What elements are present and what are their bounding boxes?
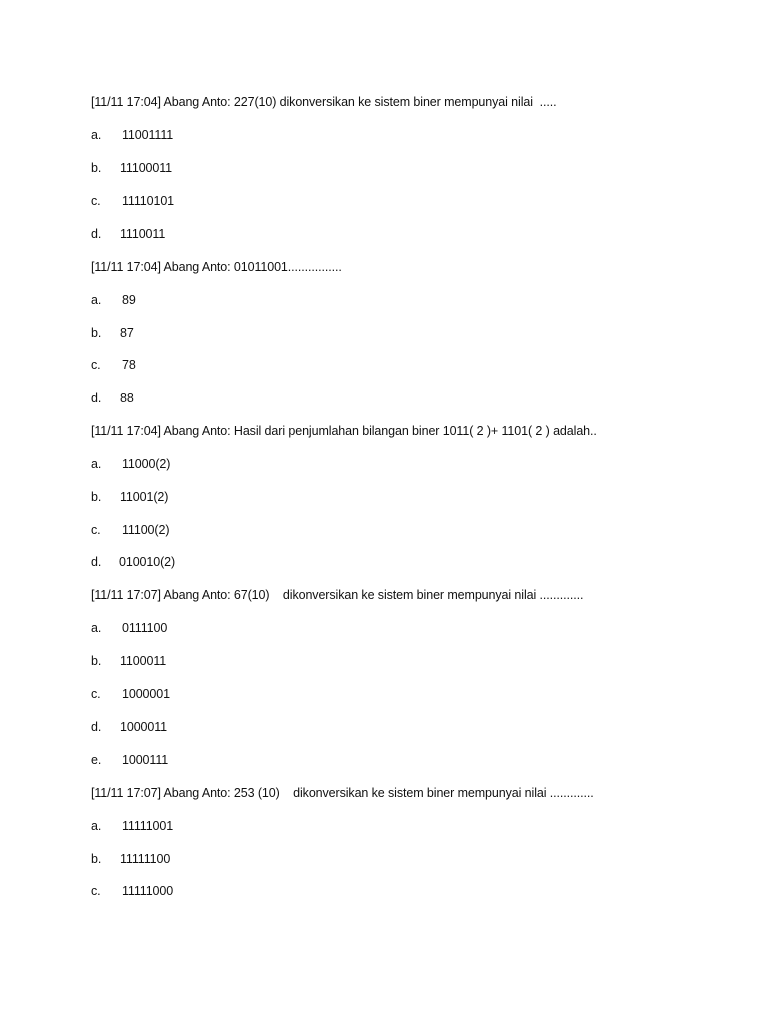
question-5-option-c: [91, 883, 174, 947]
option-value: 11000(2): [122, 457, 171, 471]
option-value: 11111000: [122, 884, 174, 898]
question-4-option-e: [91, 752, 169, 816]
option-value: 11111001: [122, 819, 174, 833]
option-value: 11100011: [120, 161, 173, 175]
option-value: 1000001: [122, 687, 170, 701]
option-value: 1000011: [120, 720, 168, 734]
option-letter: a.: [91, 293, 102, 307]
option-letter: b.: [91, 654, 102, 668]
option-value: 78: [122, 358, 136, 372]
option-value: 1000111: [122, 753, 169, 767]
option-value: 87: [120, 326, 134, 340]
option-value: 11111100: [120, 852, 171, 866]
option-value: 89: [122, 293, 136, 307]
option-letter: d.: [91, 555, 102, 569]
option-letter: c.: [91, 358, 101, 372]
option-letter: b.: [91, 326, 102, 340]
option-value: 11100(2): [122, 523, 170, 537]
question-2-text: [11/11 17:04] Abang Anto: 01011001................: [91, 260, 342, 274]
option-value: 11001(2): [120, 490, 169, 504]
option-value: 1110011: [120, 227, 166, 241]
option-letter: a.: [91, 457, 102, 471]
option-letter: c.: [91, 687, 101, 701]
question-4-text: [11/11 17:07] Abang Anto: 67(10) dikonversikan ke sistem biner mempunyai nilai .............: [91, 588, 584, 602]
question-1-text: [11/11 17:04] Abang Anto: 227(10) dikonversikan ke sistem biner mempunyai nilai .....: [91, 95, 557, 109]
question-2-option-d: [91, 390, 134, 454]
option-value: 11110101: [122, 194, 175, 208]
option-letter: d.: [91, 720, 102, 734]
option-letter: c.: [91, 884, 101, 898]
option-value: 010010(2): [119, 555, 176, 569]
option-value: 0111100: [122, 621, 168, 635]
option-letter: d.: [91, 227, 102, 241]
question-3-option-d: [91, 554, 176, 618]
option-letter: a.: [91, 128, 102, 142]
option-letter: c.: [91, 523, 101, 537]
question-5-text: [11/11 17:07] Abang Anto: 253 (10) dikonversikan ke sistem biner mempunyai nilai .............: [91, 786, 594, 800]
option-letter: b.: [91, 490, 102, 504]
option-value: 88: [120, 391, 134, 405]
option-letter: e.: [91, 753, 102, 767]
option-value: 1100011: [120, 654, 167, 668]
option-letter: b.: [91, 852, 102, 866]
question-3-text: [11/11 17:04] Abang Anto: Hasil dari penjumlahan bilangan biner 1011( 2 )+ 1101( 2 ) adalah..: [91, 424, 597, 438]
question-1-option-d: [91, 226, 166, 290]
option-letter: c.: [91, 194, 101, 208]
option-letter: b.: [91, 161, 102, 175]
option-letter: a.: [91, 621, 102, 635]
option-value: 11001111: [122, 128, 174, 142]
option-letter: d.: [91, 391, 102, 405]
option-letter: a.: [91, 819, 102, 833]
